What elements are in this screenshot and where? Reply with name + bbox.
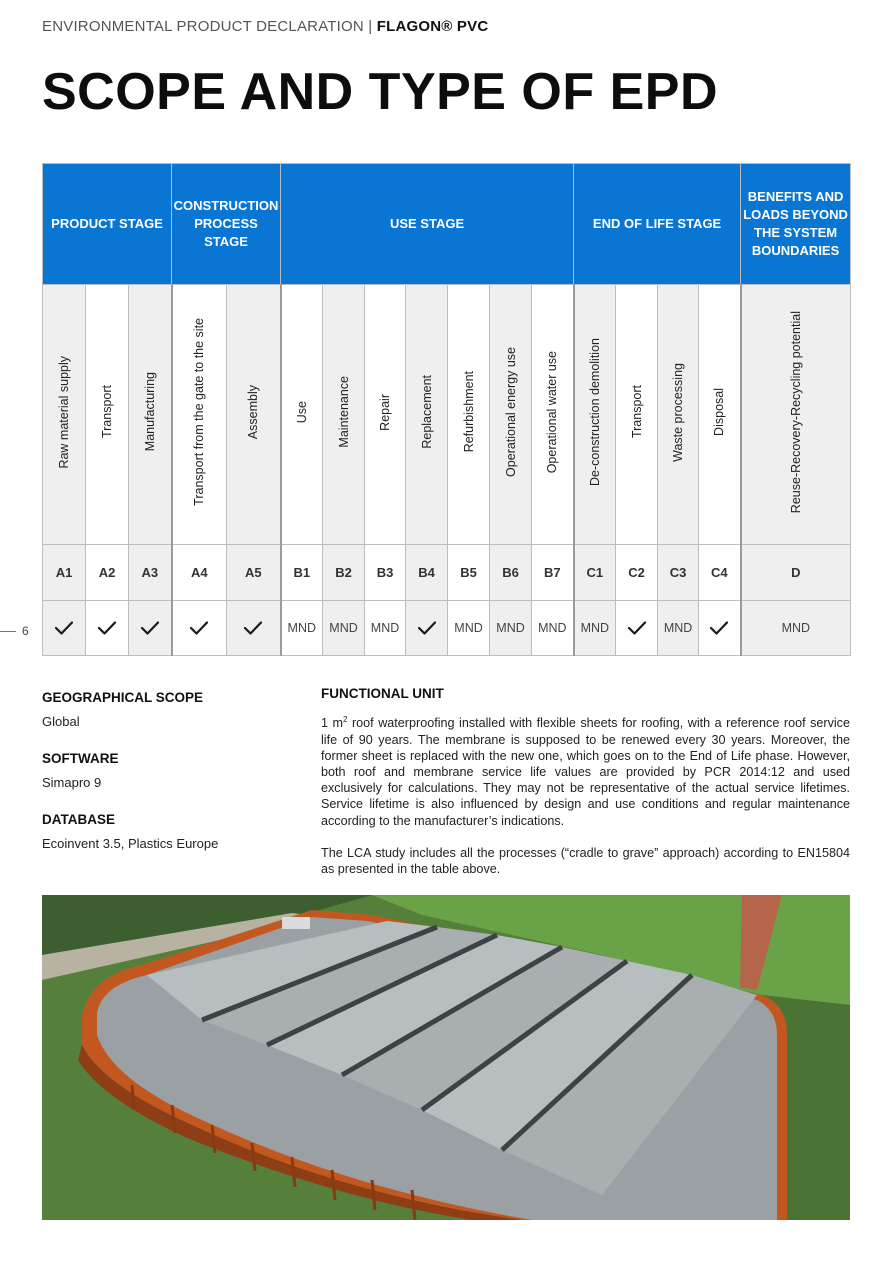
module-code: D <box>741 545 851 601</box>
module-name: Replacement <box>419 375 434 449</box>
module-name-cell <box>323 285 365 545</box>
module-name: Assembly <box>246 384 261 440</box>
software-label: SOFTWARE <box>42 751 119 766</box>
module-name: Repair <box>378 393 393 431</box>
module-name: Transport <box>100 385 114 439</box>
module-status: MND <box>323 601 365 656</box>
header-product: FLAGON® PVC <box>376 18 489 35</box>
module-name: Transport <box>629 385 644 439</box>
database-label: DATABASE <box>42 812 115 827</box>
module-code-row <box>43 545 851 601</box>
functional-unit-paragraph <box>321 712 850 829</box>
module-code: B6 <box>490 545 532 601</box>
module-code: B4 <box>406 545 448 601</box>
module-name: De-construction demolition <box>587 338 602 486</box>
check-icon <box>417 620 437 636</box>
fu-prefix: 1 m <box>321 716 344 731</box>
module-status: MND <box>448 601 490 656</box>
stage-end-of-life: END OF LIFE STAGE <box>574 164 741 285</box>
module-code: B3 <box>365 545 406 601</box>
module-name: Waste processing <box>671 362 686 462</box>
check-icon <box>709 620 729 636</box>
check-icon <box>140 620 160 636</box>
fu-superscript: 2 <box>343 715 348 725</box>
module-name: Use <box>294 400 309 424</box>
header-doc-type: ENVIRONMENTAL PRODUCT DECLARATION <box>42 18 364 35</box>
functional-unit-label: FUNCTIONAL UNIT <box>321 686 444 701</box>
module-name-cell <box>365 285 406 545</box>
page-number <box>0 624 34 638</box>
module-status <box>129 601 172 656</box>
module-name: Refurbishment <box>461 371 476 453</box>
module-name: Manufacturing <box>142 372 157 452</box>
module-name-cell <box>43 285 86 545</box>
check-icon <box>189 620 209 636</box>
module-code: B5 <box>448 545 490 601</box>
module-name-cell <box>406 285 448 545</box>
stage-header-row <box>43 164 851 285</box>
module-name-cell <box>448 285 490 545</box>
module-code: B2 <box>323 545 365 601</box>
stage-beyond-boundaries: BENEFITS AND LOADS BEYOND THE SYSTEM BOUNDARIES <box>741 164 851 285</box>
scope-info <box>42 690 282 873</box>
fu-rest: roof waterproofing installed with flexible sheets for roofing, with a reference roof service life of 90 years. The membrane is supposed to be renewed every 30 years. Moreover, the former sheet is replaced with the new one, which goes on to the End of Life phase. However, both roof and membrane service life values are provided by PCR 2014:12 and used exclusively for calculations. They may not be representative of the actual service lifetimes. Service lifetime is also influenced by design and use conditions and regular maintenance according to the manufacturer’s indications. <box>321 716 850 828</box>
module-name-cell <box>86 285 129 545</box>
module-name: Disposal <box>712 388 727 436</box>
check-icon <box>627 620 647 636</box>
module-name-row <box>43 285 851 545</box>
module-code: C3 <box>658 545 699 601</box>
module-name-cell <box>741 285 851 545</box>
module-code: A4 <box>172 545 227 601</box>
module-code: A1 <box>43 545 86 601</box>
stage-product: PRODUCT STAGE <box>43 164 172 285</box>
module-status: MND <box>490 601 532 656</box>
functional-unit-section <box>321 686 850 877</box>
module-name-cell <box>227 285 281 545</box>
epd-modules-table <box>42 163 851 656</box>
module-name-cell <box>574 285 616 545</box>
lca-scope-paragraph: The LCA study includes all the processes (“cradle to grave” approach) according to EN15804 as presented in the table above. <box>321 845 850 877</box>
module-name-cell <box>616 285 658 545</box>
database-value: Ecoinvent 3.5, Plastics Europe <box>42 836 219 851</box>
stage-construction: CONSTRUCTION PROCESS STAGE <box>172 164 281 285</box>
module-name-cell <box>281 285 323 545</box>
module-status: MND <box>741 601 851 656</box>
module-code: B7 <box>532 545 574 601</box>
module-status: MND <box>532 601 574 656</box>
module-name: Reuse-Recovery-Recycling potential <box>788 310 803 514</box>
module-name-cell <box>699 285 741 545</box>
module-status <box>406 601 448 656</box>
module-name-cell <box>172 285 227 545</box>
module-code: C2 <box>616 545 658 601</box>
software-value: Simapro 9 <box>42 775 102 790</box>
check-icon <box>54 620 74 636</box>
page-title: SCOPE AND TYPE OF EPD <box>42 63 719 121</box>
page-number-value: 6 <box>22 624 29 638</box>
module-code: C4 <box>699 545 741 601</box>
module-name-cell <box>490 285 532 545</box>
module-name-cell <box>658 285 699 545</box>
module-name: Raw material supply <box>57 355 71 469</box>
module-code: A3 <box>129 545 172 601</box>
module-name: Transport from the gate to the site <box>192 318 207 506</box>
module-status-row <box>43 601 851 656</box>
module-name-cell <box>532 285 574 545</box>
module-status: MND <box>658 601 699 656</box>
geo-scope-value: Global <box>42 714 80 729</box>
module-status <box>227 601 281 656</box>
page-number-dash <box>0 631 16 632</box>
stage-use: USE STAGE <box>281 164 574 285</box>
module-code: A5 <box>227 545 281 601</box>
module-name: Maintenance <box>336 376 351 448</box>
module-name-cell <box>129 285 172 545</box>
module-name: Operational energy use <box>503 347 518 477</box>
check-icon <box>97 620 117 636</box>
module-status: MND <box>574 601 616 656</box>
module-status <box>616 601 658 656</box>
module-status <box>86 601 129 656</box>
module-name: Operational water use <box>545 350 560 474</box>
module-status <box>43 601 86 656</box>
check-icon <box>243 620 263 636</box>
geo-scope-label: GEOGRAPHICAL SCOPE <box>42 690 204 705</box>
header-separator: | <box>368 18 373 35</box>
module-code: B1 <box>281 545 323 601</box>
roof-photo-illustration <box>42 895 850 1220</box>
module-status <box>699 601 741 656</box>
module-code: A2 <box>86 545 129 601</box>
module-status <box>172 601 227 656</box>
module-code: C1 <box>574 545 616 601</box>
module-status: MND <box>281 601 323 656</box>
document-header <box>42 18 488 35</box>
roof-aerial-photo <box>42 895 850 1220</box>
module-status: MND <box>365 601 406 656</box>
